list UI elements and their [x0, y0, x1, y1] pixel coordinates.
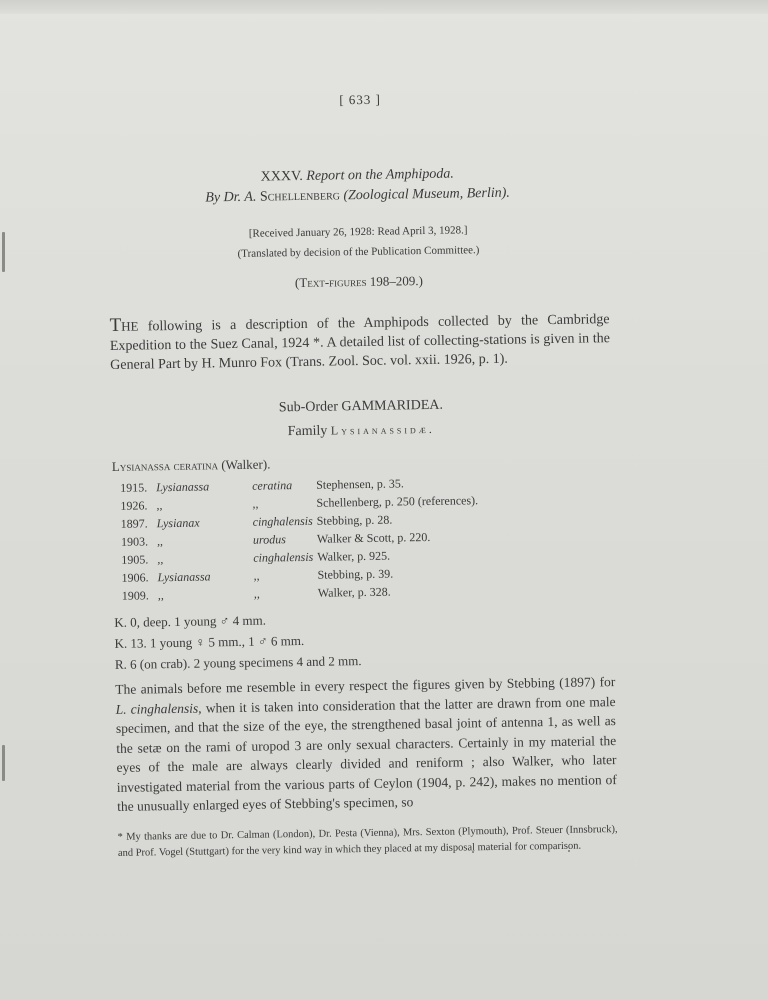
- synonymy-genus: ,,: [156, 498, 163, 513]
- synonymy-species: ceratina: [252, 478, 293, 493]
- synonymy-species: ,,: [253, 568, 260, 583]
- synonymy-reference: Walker, p. 925.: [317, 548, 391, 564]
- synonymy-species: cinghalensis: [252, 513, 313, 529]
- station-entry: R. 6 (on crab). 2 young specimens 4 and 2 mm.: [114, 653, 362, 672]
- body-text-1: The animals before me resemble in every respect the figures given by Stebbing (1897) for: [115, 674, 616, 697]
- station-list: [114, 605, 615, 674]
- synonymy-species: ,,: [253, 586, 260, 601]
- species-author: (Walker).: [221, 456, 271, 473]
- synonymy-reference: Stebbing, p. 39.: [317, 566, 394, 582]
- synonymy-genus: Lysianax: [156, 515, 200, 531]
- synonymy-genus: ,,: [157, 552, 164, 567]
- family-name: Lysianassidæ.: [330, 421, 435, 438]
- body-italic-species: L. cinghalensis: [115, 700, 199, 717]
- synonymy-genus: Lysianassa: [157, 569, 211, 585]
- synonymy-genus: ,,: [156, 534, 164, 549]
- author-affiliation: (Zoological Museum, Berlin).: [343, 185, 510, 204]
- synonymy-year: 1926.: [120, 498, 148, 513]
- synonymy-reference: Walker, p. 328.: [317, 584, 391, 600]
- synonymy-reference: Schellenberg, p. 250 (references).: [316, 493, 479, 510]
- body-paragraph: [115, 672, 617, 816]
- page-content: [106, 88, 618, 872]
- page-top-edge: [0, 0, 768, 14]
- article-number: XXXV.: [260, 168, 303, 185]
- synonymy-year: 1903.: [120, 534, 149, 549]
- author-name: Schellenberg: [259, 188, 341, 205]
- body-text-2: , when it is taken into consideration that the latter are drawn from one male specimen, and that the size of the eye, the strengthened basal joint of antenna 1, as well as the setæ on the rami of uropod 3 are only sexual characters. Certainly in my material the eyes of the male are always clearly divided and reniform ; also Walker, who later investigated material from the various parts of Ceylon (1904, p. 242), makes no mention of the unusually enlarged eyes of Stebbing's specimen, so: [115, 693, 617, 814]
- synonymy-reference: Stephensen, p. 35.: [316, 476, 404, 492]
- synonymy-year: 1905.: [121, 552, 149, 567]
- synonymy-reference: Stebbing, p. 28.: [316, 512, 393, 528]
- suborder-heading: Sub-Order GAMMARIDEA.: [278, 397, 444, 416]
- binding-mark: [2, 232, 5, 272]
- species-heading: [112, 451, 612, 475]
- synonymy-year: 1909.: [121, 588, 149, 603]
- synonymy-species: urodus: [252, 532, 287, 547]
- author-line: [108, 184, 608, 208]
- family-heading: [111, 419, 611, 443]
- family-prefix: Family: [287, 423, 328, 440]
- binding-mark: [2, 745, 5, 781]
- species-name: Lysianassa ceratina: [111, 457, 219, 474]
- page-number: [ 633 ]: [339, 91, 382, 108]
- intro-text: following is a description of the Amphipods collected by the Cambridge Expedition to the Suez Canal, 1924 *. A detailed list of collecting-stations is given in the General Part by H. Munro Fox (Trans. Zool. Soc. vol. xxii. 1926, p. 1).: [109, 312, 610, 373]
- station-entry: K. 13. 1 young ♀ 5 mm., 1 ♂ 6 mm.: [114, 632, 305, 651]
- synonymy-species: ,,: [252, 496, 259, 511]
- synonymy-year: 1915.: [120, 480, 148, 495]
- synonymy-species: cinghalensis: [253, 549, 314, 565]
- station-entry: K. 0, deep. 1 young ♂ 4 mm.: [114, 612, 267, 630]
- synonymy-list: [120, 475, 484, 607]
- footnote: * My thanks are due to Dr. Calman (London), Dr. Pesta (Vienna), Mrs. Sexton (Plymouth), Prof. Steuer (Innsbruck), and Prof. Vogel (Stuttgart) for the very kind way in which they placed at my disposal material for comparison.: [117, 824, 618, 859]
- synonymy-reference: Walker & Scott, p. 220.: [316, 529, 431, 546]
- intro-dropcap: The: [109, 314, 139, 336]
- text-figures-line: (Text-figures 198–209.): [294, 273, 424, 291]
- received-line: [Received January 26, 1928: Read April 3, 1928.]: [248, 224, 468, 240]
- synonymy-genus: Lysianassa: [156, 479, 210, 495]
- article-title-text: Report on the Amphipoda.: [306, 166, 454, 184]
- synonymy-year: 1897.: [120, 516, 148, 531]
- translated-line: (Translated by decision of the Publication Committee.): [237, 244, 480, 260]
- synonymy-genus: ,,: [157, 588, 164, 603]
- intro-paragraph: [109, 308, 610, 375]
- author-prefix: By Dr. A.: [205, 189, 257, 206]
- synonymy-year: 1906.: [121, 570, 149, 585]
